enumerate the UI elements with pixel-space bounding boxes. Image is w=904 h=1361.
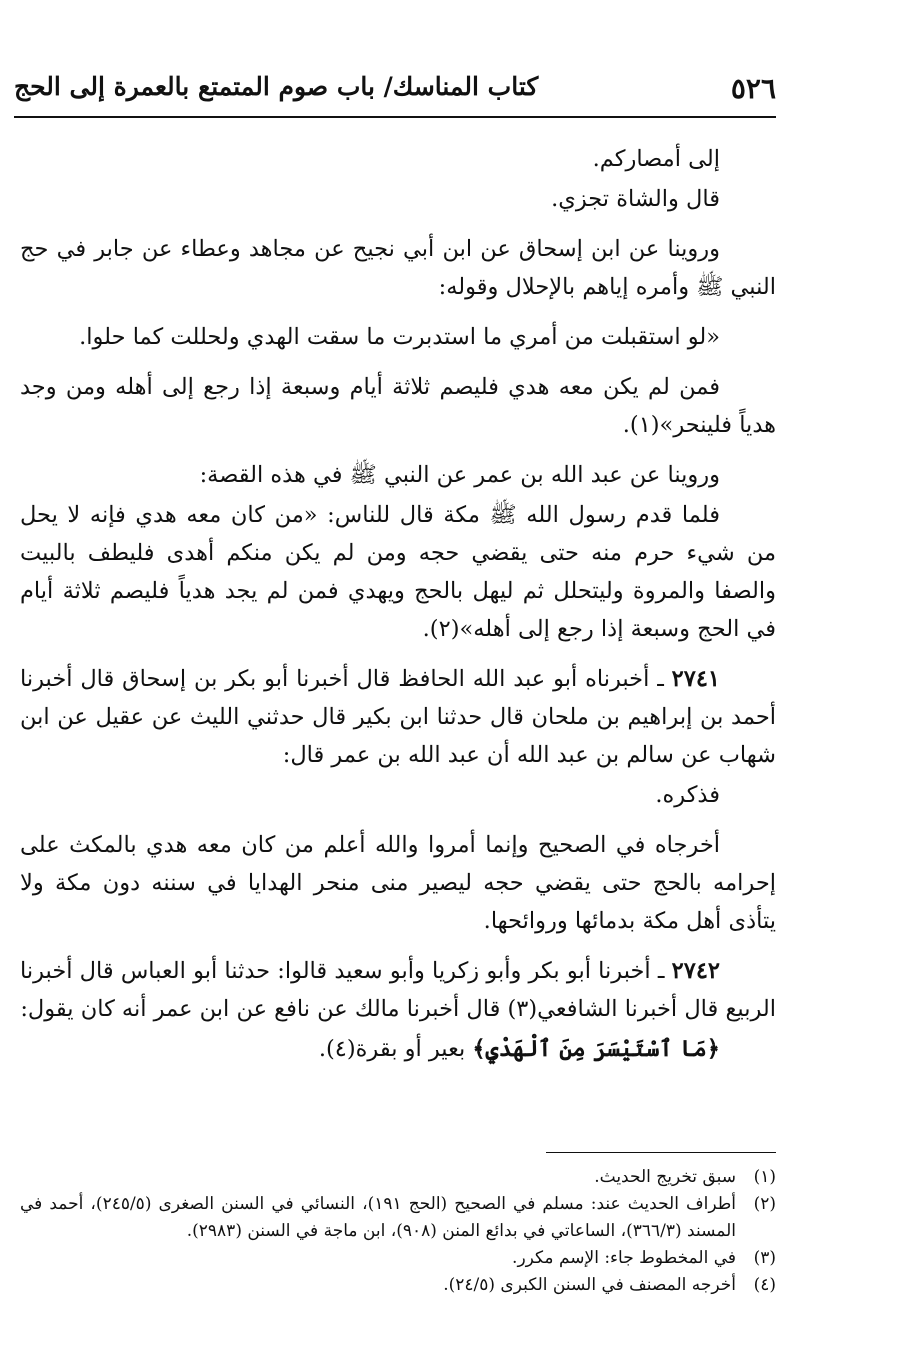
paragraph: وروينا عن عبد الله بن عمر عن النبي ﷺ في هذه القصة:	[199, 462, 720, 488]
quran-verse: ﴿مَا ٱسْتَيْسَرَ مِنَ ٱلْهَدْيِ﴾	[472, 1036, 720, 1062]
commentary-paragraph: أخرجاه في الصحيح وإنما أمروا والله أعلم من كان معه هدي بالمكث على إحرامه بالحج حتى يقضي حجه ليصير منى منحر الهدايا في سننه دون مكة ولا يتأذى أهل مكة بدمائها وروائحها.	[20, 832, 776, 934]
page-number: ٥٢٦	[730, 72, 776, 105]
hadith-text: أخبرنا أبو بكر وأبو زكريا وأبو سعيد قالوا: حدثنا أبو العباس قال أخبرنا الربيع قال أخبرنا الشافعي(٣) قال أخبرنا مالك عن نافع عن ابن عمر أنه كان يقول:	[20, 958, 776, 1022]
running-title: كتاب المناسك/ باب صوم المتمتع بالعمرة إلى الحج	[14, 72, 539, 101]
hadith-number: ٢٧٤١	[671, 666, 720, 692]
footnote-item	[20, 1191, 776, 1245]
paragraph: وروينا عن ابن إسحاق عن ابن أبي نجيح عن مجاهد وعطاء عن جابر في حج النبي ﷺ وأمره إياهم بالإحلال وقوله:	[20, 236, 776, 300]
paragraph: فمن لم يكن معه هدي فليصم ثلاثة أيام وسبعة إذا رجع إلى أهله ومن وجد هدياً فلينحر»(١).	[20, 374, 776, 438]
footnote-mark: (٣)	[753, 1248, 776, 1268]
footnote-item	[20, 1164, 776, 1191]
paragraph: «لو استقبلت من أمري ما استدبرت ما سقت الهدي ولحللت كما حلوا.	[79, 324, 720, 350]
hadith-dash: ـ	[649, 666, 672, 692]
footnote-text: سبق تخريج الحديث.	[594, 1167, 736, 1187]
footnote-item	[20, 1272, 776, 1299]
hadith-2741	[20, 660, 776, 774]
main-text	[20, 140, 776, 1080]
hadith-2742	[20, 952, 776, 1028]
hadith-number: ٢٧٤٢	[671, 958, 720, 984]
hadith-tail-text: بعير أو بقرة(٤).	[318, 1036, 473, 1062]
footnote-mark: (٢)	[753, 1194, 776, 1214]
paragraph: فلما قدم رسول الله ﷺ مكة قال للناس: «من كان معه هدي فإنه لا يحل من شيء حرم منه حتى يقضي حجه ومن لم يكن منكم أهدى فليطف بالبيت والصفا والمروة وليتحلل ثم ليهل بالحج ويهدي فمن لم يجد هدياً فليصم ثلاثة أيام في الحج وسبعة إذا رجع إلى أهله»(٢).	[20, 502, 776, 642]
hadith-2741-tail: فذكره.	[655, 782, 720, 808]
footnote-divider	[546, 1152, 776, 1153]
paragraph: إلى أمصاركم.	[592, 146, 720, 172]
footnote-item	[20, 1245, 776, 1272]
hadith-2742-tail	[20, 1030, 776, 1068]
hadith-dash: ـ	[650, 958, 672, 984]
footnote-text: في المخطوط جاء: الإسم مكرر.	[512, 1248, 736, 1268]
paragraph: قال والشاة تجزي.	[551, 186, 720, 212]
footnote-text: أخرجه المصنف في السنن الكبرى (٢٤/٥).	[443, 1275, 736, 1295]
footnote-text: أطراف الحديث عند: مسلم في الصحيح (الحج ١٩١)، النسائي في السنن الصغرى (٢٤٥/٥)، أحمد في المسند (٣٦٦/٣)، الساعاتي في بدائع المنن (٩٠٨)، ابن ماجة في السنن (٢٩٨٣).	[20, 1194, 736, 1241]
hadith-text: أخبرناه أبو عبد الله الحافظ قال أخبرنا أبو بكر بن إسحاق قال أخبرنا أحمد بن إبراهيم بن ملحان قال حدثنا ابن بكير قال حدثني الليث عن عقيل عن ابن شهاب عن سالم بن عبد الله أن عبد الله بن عمر قال:	[20, 666, 776, 768]
footnotes	[20, 1164, 776, 1299]
footnote-mark: (٤)	[753, 1275, 776, 1295]
page-header	[14, 66, 776, 118]
footnote-mark: (١)	[753, 1167, 776, 1187]
